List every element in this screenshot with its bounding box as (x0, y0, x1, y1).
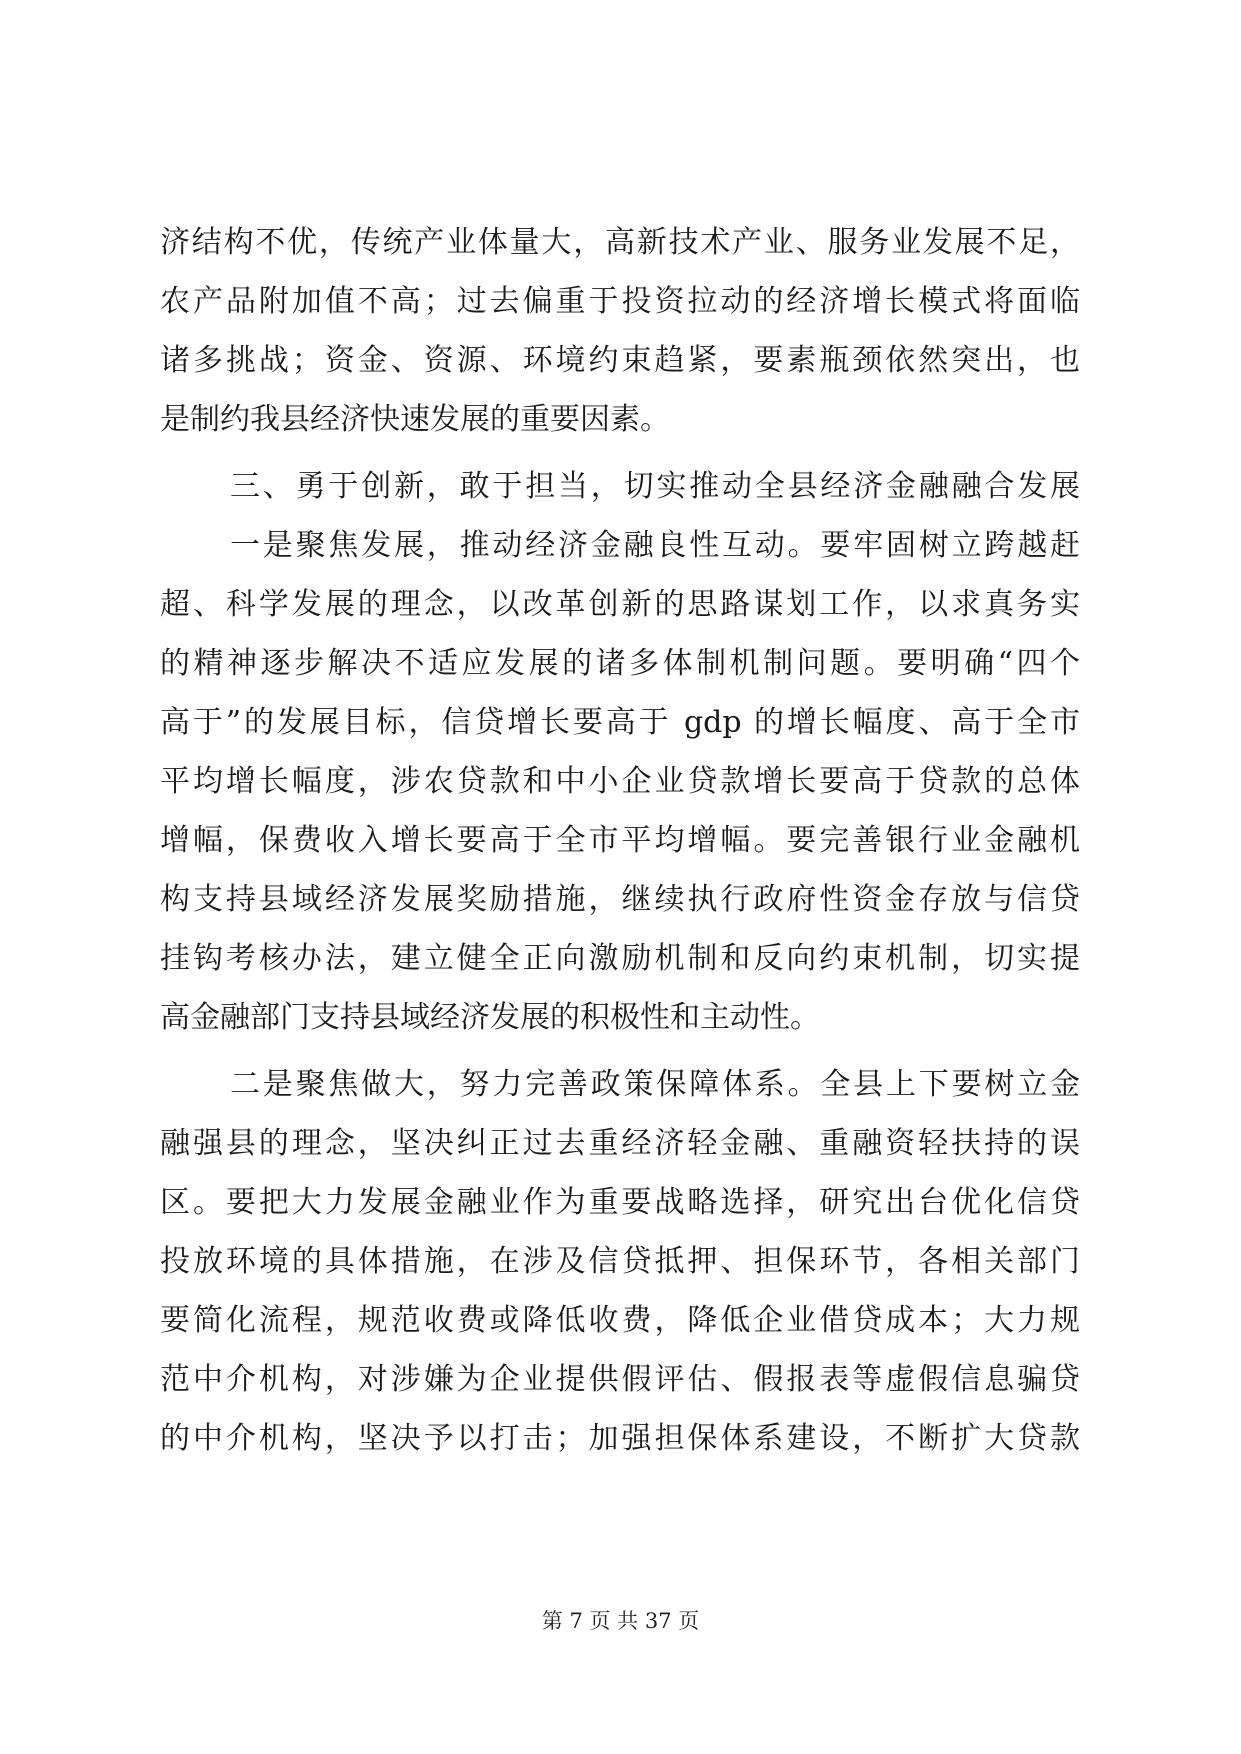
text-line: 要简化流程，规范收费或降低收费，降低企业借贷成本；大力规 (160, 1303, 1080, 1338)
paragraph-focus-development (160, 516, 1080, 1047)
text-line: 挂钩考核办法，建立健全正向激励机制和反向约束机制，切实提 (160, 941, 1080, 976)
text-line: 一是聚焦发展，推动经济金融良性互动。要牢固树立跨越赶 (230, 528, 1080, 563)
page-number-footer: 第 7 页 共 37 页 (541, 1609, 700, 1633)
paragraph-gap (160, 1047, 1080, 1055)
text-line: 范中介机构，对涉嫌为企业提供假评估、假报表等虚假信息骗贷 (160, 1362, 1080, 1397)
paragraph-focus-growth (160, 1055, 1080, 1468)
text-line: 是制约我县经济快速发展的重要因素。 (160, 402, 670, 437)
text-line: 构支持县域经济发展奖励措施，继续执行政府性资金存放与信贷 (160, 882, 1080, 917)
text-line: 济结构不优，传统产业体量大，高新技术产业、服务业发展不足， (160, 225, 1080, 260)
text-line: 诸多挑战；资金、资源、环境约束趋紧，要素瓶颈依然突出，也 (160, 343, 1080, 378)
text-line: 二是聚焦做大，努力完善政策保障体系。全县上下要树立金 (230, 1067, 1080, 1102)
text-line: 农产品附加值不高；过去偏重于投资拉动的经济增长模式将面临 (160, 284, 1080, 319)
document-body (160, 213, 1080, 1468)
text-line: 平均增长幅度，涉农贷款和中小企业贷款增长要高于贷款的总体 (160, 764, 1080, 799)
paragraph-gap (160, 449, 1080, 457)
text-line: 的精神逐步解决不适应发展的诸多体制机制问题。要明确“四个 (160, 646, 1080, 681)
paragraph-continuation (160, 213, 1080, 449)
text-line: 超、科学发展的理念，以改革创新的思路谋划工作，以求真务实 (160, 587, 1080, 622)
text-line: 区。要把大力发展金融业作为重要战略选择，研究出台优化信贷 (160, 1185, 1080, 1220)
section-heading (160, 457, 1080, 516)
text-line: 增幅，保费收入增长要高于全市平均增幅。要完善银行业金融机 (160, 823, 1080, 858)
text-line: 融强县的理念，坚决纠正过去重经济轻金融、重融资轻扶持的误 (160, 1126, 1080, 1161)
text-line: 投放环境的具体措施，在涉及信贷抵押、担保环节，各相关部门 (160, 1244, 1080, 1279)
section-heading-text: 三、勇于创新，敢于担当，切实推动全县经济金融融合发展 (230, 469, 1080, 504)
text-line: 高于”的发展目标，信贷增长要高于 gdp 的增长幅度、高于全市 (160, 705, 1080, 740)
text-line: 高金融部门支持县域经济发展的积极性和主动性。 (160, 1000, 820, 1035)
text-line: 的中介机构，坚决予以打击；加强担保体系建设，不断扩大贷款 (160, 1421, 1080, 1456)
